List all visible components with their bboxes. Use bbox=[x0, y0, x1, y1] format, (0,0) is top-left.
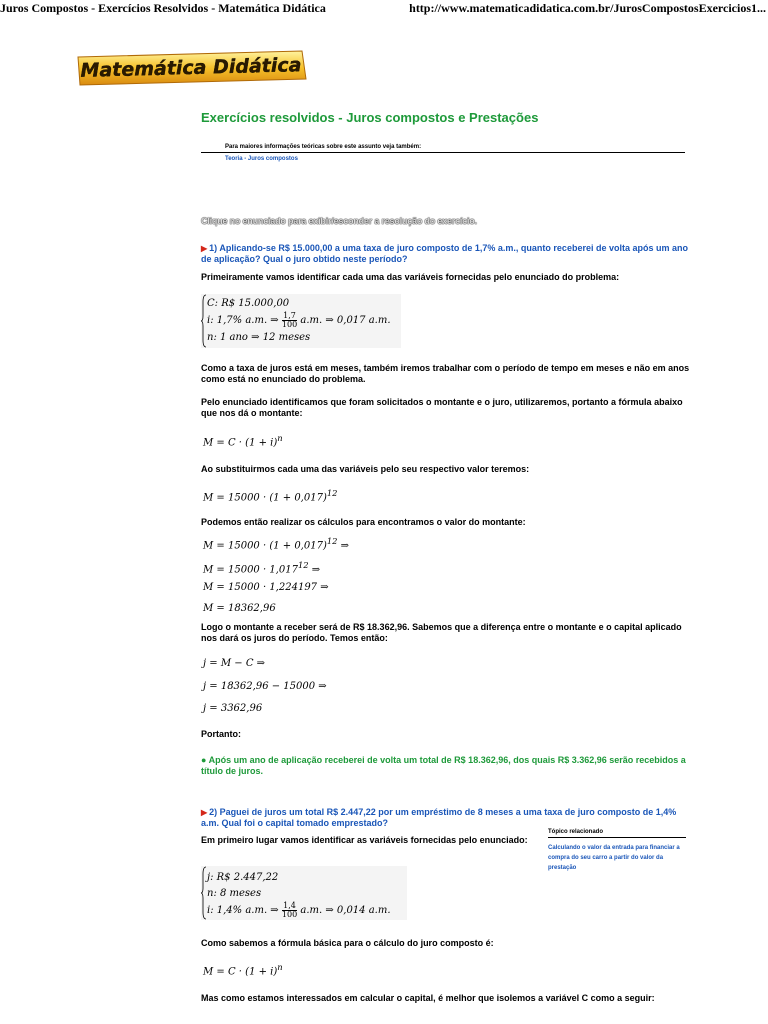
theory-link[interactable]: Teoria - Juros compostos bbox=[225, 156, 298, 162]
ex2-formula bbox=[203, 962, 283, 977]
var-j: j: R$ 2.447,22 bbox=[207, 872, 279, 883]
calc-step-2-arrow: ⇒ bbox=[308, 564, 321, 576]
info-heading: Para maiores informações teóricas sobre este assunto veja também: bbox=[201, 143, 685, 153]
juros-step-1: j = M − C ⇒ bbox=[203, 658, 266, 669]
calc-step-3: M = 15000 · 1,224197 ⇒ bbox=[203, 582, 329, 593]
ex1-paragraph-4: Ao substituirmos cada uma das variáveis pelo seu respectivo valor teremos: bbox=[201, 464, 530, 474]
var-i-label: i: 1,7% a.m. ⇒ bbox=[207, 315, 279, 326]
print-header-url: http://www.matematicadidatica.com.br/JurosCompostosExercicios1... bbox=[409, 1, 766, 15]
ex1-answer bbox=[201, 755, 696, 777]
juros-step-3: j = 3362,96 bbox=[203, 703, 263, 714]
var-i-result: a.m. ⇒ 0,017 a.m. bbox=[300, 315, 391, 326]
site-logo-image bbox=[74, 49, 308, 87]
formula-substitution bbox=[203, 488, 337, 503]
var-i-label: i: 1,4% a.m. ⇒ bbox=[207, 905, 279, 916]
ex2-paragraph-2: Como sabemos a fórmula básica para o cálculo do juro composto é: bbox=[201, 938, 494, 948]
var-i-result: a.m. ⇒ 0,014 a.m. bbox=[300, 905, 391, 916]
print-header-title: Juros Compostos - Exercícios Resolvidos - Matemática Didática bbox=[0, 1, 326, 15]
var-n: n: 8 meses bbox=[207, 888, 262, 899]
calc-step-1-text: M = 15000 · (1 + 0,017) bbox=[203, 540, 327, 552]
var-n: n: 1 ano ⇒ 12 meses bbox=[207, 332, 311, 343]
exercise-2-question[interactable] bbox=[201, 807, 696, 829]
ex1-paragraph-5: Podemos então realizar os cálculos para encontramos o valor do montante: bbox=[201, 517, 526, 527]
formula-substitution-text: M = 15000 · (1 + 0,017) bbox=[203, 492, 327, 504]
exercise-1-question[interactable] bbox=[201, 243, 696, 265]
fraction bbox=[282, 902, 297, 919]
exercise-2-question-text: 2) Paguei de juros um total R$ 2.447,22 por um empréstimo de 8 meses a uma taxa de juro composto de 1,4% a.m. Qual foi o capital tomado emprestado? bbox=[201, 807, 677, 828]
ex2-paragraph-3: Mas como estamos interessados em calcular o capital, é melhor que isolemos a variável C como a seguir: bbox=[201, 993, 655, 1003]
fraction-numerator: 1,4 bbox=[283, 901, 296, 910]
formula-montante bbox=[203, 433, 283, 448]
answer-bullet-icon: ● bbox=[201, 755, 207, 765]
ex1-answer-text: Após um ano de aplicação receberei de volta um total de R$ 18.362,96, dos quais R$ 3.362,96 serão recebidos a título de juros. bbox=[201, 755, 686, 776]
ex1-paragraph-7: Portanto: bbox=[201, 729, 241, 739]
ex2-variables bbox=[201, 866, 407, 920]
var-i bbox=[207, 902, 391, 919]
calc-step-2-exponent: 12 bbox=[297, 560, 309, 570]
expand-arrow-icon: ▶ bbox=[201, 808, 208, 817]
print-header bbox=[0, 0, 768, 18]
related-topic-heading: Tópico relacionado bbox=[548, 828, 686, 838]
ex2-formula-text: M = C · (1 + i) bbox=[203, 966, 278, 978]
ex1-intro: Primeiramente vamos identificar cada uma das variáveis fornecidas pelo enunciado do problema: bbox=[201, 272, 620, 282]
calc-step-2-text: M = 15000 · 1,017 bbox=[203, 564, 298, 576]
formula-exponent: n bbox=[277, 962, 283, 972]
fraction bbox=[282, 312, 297, 329]
page-title: Exercícios resolvidos - Juros compostos e Prestações bbox=[201, 110, 539, 125]
var-c: C: R$ 15.000,00 bbox=[207, 298, 290, 309]
juros-step-2: j = 18362,96 − 15000 ⇒ bbox=[203, 681, 327, 692]
fraction-denominator: 100 bbox=[281, 320, 298, 329]
calc-step-2 bbox=[203, 560, 320, 575]
ex1-paragraph-2: Como a taxa de juros está em meses, também iremos trabalhar com o período de tempo em meses e não em anos como está no enunciado do problema. bbox=[201, 363, 690, 384]
toggle-hint: Clique no enunciado para exibir/esconder a resolução do exercício. bbox=[201, 216, 477, 226]
calc-step-1-arrow: ⇒ bbox=[337, 540, 350, 552]
ex1-paragraph-3: Pelo enunciado identificamos que foram solicitados o montante e o juro, utilizaremos, portanto a fórmula abaixo que nos dá o montante: bbox=[201, 397, 683, 418]
calc-step-1-exponent: 12 bbox=[326, 536, 338, 546]
formula-exponent: 12 bbox=[326, 488, 338, 498]
exercise-1-question-text: 1) Aplicando-se R$ 15.000,00 a uma taxa de juro composto de 1,7% a.m., quanto receberei de volta após um ano de aplicação? Qual o juro obtido neste período? bbox=[201, 243, 688, 264]
logo-text: Matemática Didática bbox=[80, 54, 302, 82]
ex2-intro: Em primeiro lugar vamos identificar as variáveis fornecidas pelo enunciado: bbox=[201, 835, 528, 845]
fraction-numerator: 1,7 bbox=[283, 311, 296, 320]
expand-arrow-icon: ▶ bbox=[201, 244, 208, 253]
ex1-paragraph-6: Logo o montante a receber será de R$ 18.362,96. Sabemos que a diferença entre o montante e o capital aplicado nos dará os juros do período. Temos então: bbox=[201, 622, 682, 643]
formula-exponent: n bbox=[277, 433, 283, 443]
calc-step-4: M = 18362,96 bbox=[203, 603, 276, 614]
ex1-variables bbox=[201, 294, 401, 348]
var-i bbox=[207, 312, 391, 329]
calc-step-1 bbox=[203, 536, 349, 551]
site-logo[interactable] bbox=[74, 49, 308, 87]
related-topic-link[interactable]: Calculando o valor da entrada para financiar a compra do seu carro a partir do valor da prestação bbox=[548, 845, 680, 871]
fraction-denominator: 100 bbox=[281, 910, 298, 919]
formula-montante-text: M = C · (1 + i) bbox=[203, 437, 278, 449]
